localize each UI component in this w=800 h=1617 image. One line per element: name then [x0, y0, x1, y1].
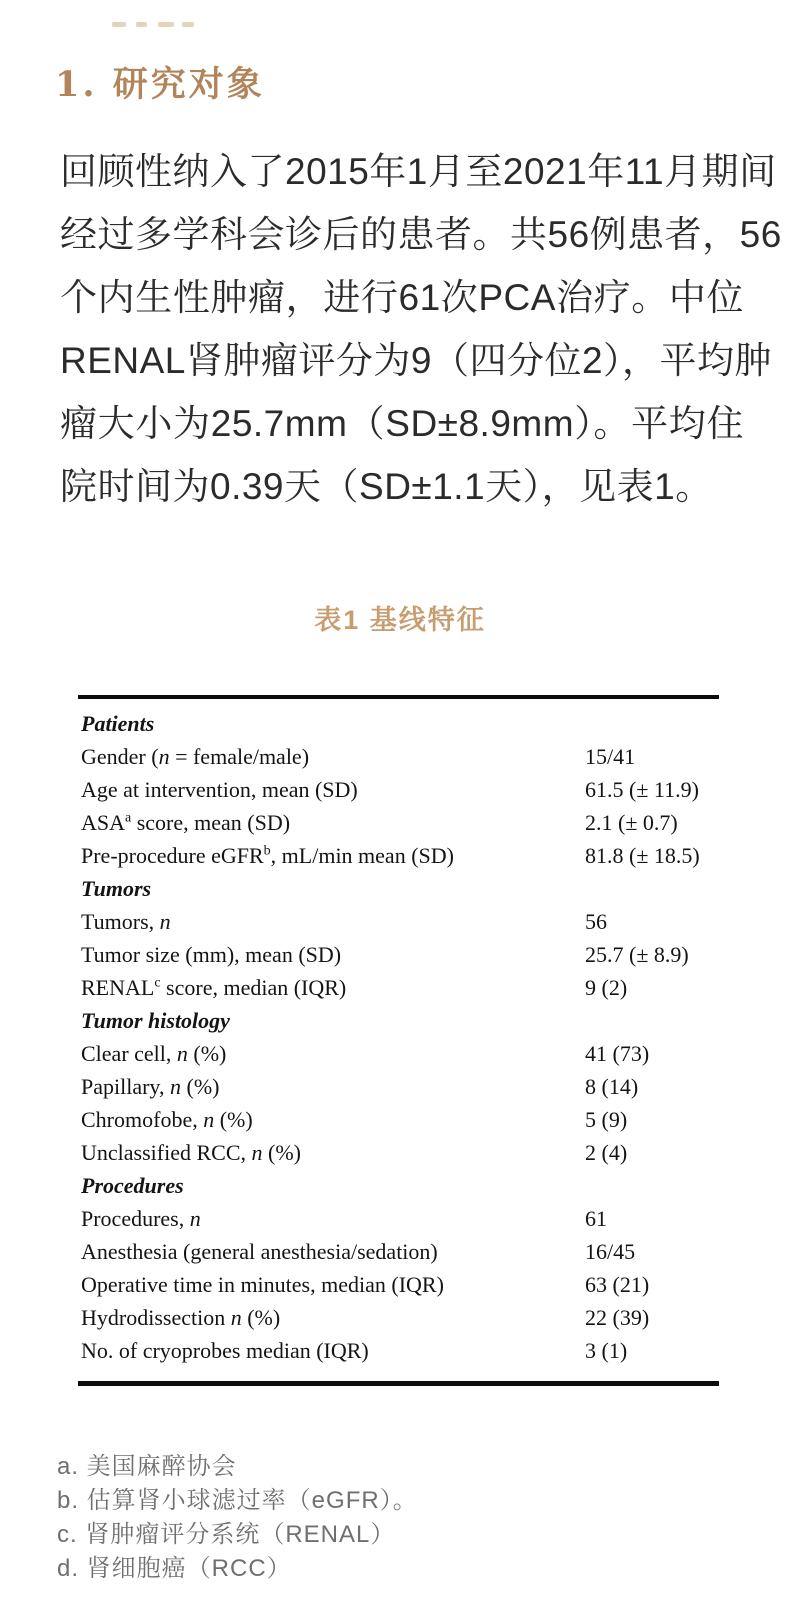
- row-label: No. of cryoprobes median (IQR): [81, 1337, 369, 1363]
- table-row: [78, 1037, 719, 1070]
- artifact-dash: [136, 22, 147, 27]
- section-heading: 1. 研究对象: [55, 64, 265, 106]
- row-value: 63 (21): [585, 1271, 650, 1297]
- row-label: Tumors: [81, 875, 152, 901]
- table-section-row: [78, 1004, 719, 1037]
- row-label: Anesthesia (general anesthesia/sedation): [81, 1238, 438, 1264]
- table-row: [78, 773, 719, 806]
- row-value: 9 (2): [585, 974, 628, 1000]
- intro-line: 个内生性肿瘤，进行61次PCA治疗。中位: [60, 277, 744, 318]
- row-value: 5 (9): [585, 1106, 628, 1132]
- row-value: 61: [585, 1205, 607, 1231]
- row-value: 15/41: [585, 743, 636, 769]
- row-label: Procedures, n: [81, 1205, 201, 1231]
- intro-line: 瘤大小为25.7mm（SD±8.9mm）。平均住: [60, 403, 744, 444]
- row-label: Tumor size (mm), mean (SD): [81, 941, 342, 967]
- row-label: Unclassified RCC, n (%): [81, 1139, 301, 1165]
- intro-line: 院时间为0.39天（SD±1.1天），见表1。: [60, 466, 713, 507]
- row-label: Procedures: [81, 1172, 184, 1198]
- row-value: 41 (73): [585, 1040, 650, 1066]
- footnote: b. 估算肾小球滤过率（eGFR）。: [57, 1487, 418, 1514]
- intro-line: RENAL肾肿瘤评分为9（四分位2），平均肿: [60, 340, 773, 381]
- row-label: Operative time in minutes, median (IQR): [81, 1271, 444, 1297]
- table-title: 表1 基线特征: [314, 605, 486, 635]
- row-label: Patients: [81, 710, 155, 736]
- artifact-dash: [182, 22, 194, 27]
- table-row: [78, 1235, 719, 1268]
- row-value: 56: [585, 908, 607, 934]
- table-row: [78, 938, 719, 971]
- intro-line: 经过多学科会诊后的患者。共56例患者，56: [60, 214, 782, 255]
- row-value: 61.5 (± 11.9): [585, 776, 699, 802]
- artifact-dash: [158, 22, 174, 27]
- row-label: RENAL$^c$ score, median (IQR): [81, 974, 347, 1000]
- row-value: 81.8 (± 18.5): [585, 842, 700, 868]
- row-value: 3 (1): [585, 1337, 628, 1363]
- table-row: [78, 806, 719, 839]
- table-row: [78, 839, 719, 872]
- cropped-glyph-artifact: [110, 22, 200, 28]
- table-row: [78, 1136, 719, 1169]
- table-row: [78, 905, 719, 938]
- row-label: Pre-procedure eGFR$^b$, mL/min mean (SD): [81, 842, 454, 868]
- row-label: ASA$^a$ score, mean (SD): [81, 809, 291, 835]
- footnote: a. 美国麻醉协会: [57, 1453, 237, 1480]
- row-value: 2 (4): [585, 1139, 628, 1165]
- table-row: [78, 1268, 719, 1301]
- baseline-table: [78, 695, 719, 1386]
- footnote: c. 肾肿瘤评分系统（RENAL）: [57, 1521, 396, 1548]
- intro-paragraph: [60, 140, 782, 518]
- table-section-row: [78, 1169, 719, 1202]
- table-row: [78, 1202, 719, 1235]
- table-section-row: [78, 707, 719, 740]
- row-label: Chromofobe, n (%): [81, 1106, 253, 1132]
- table-footnotes: [57, 1450, 418, 1586]
- row-value: 8 (14): [585, 1073, 639, 1099]
- row-label: Age at intervention, mean (SD): [81, 776, 358, 802]
- artifact-dash: [112, 22, 126, 27]
- row-value: 2.1 (± 0.7): [585, 809, 678, 835]
- table-row: [78, 1070, 719, 1103]
- row-label: Clear cell, n (%): [81, 1040, 227, 1066]
- table-row: [78, 1334, 719, 1367]
- row-label: Papillary, n (%): [81, 1073, 220, 1099]
- footnote: d. 肾细胞癌（RCC）: [57, 1555, 292, 1582]
- row-label: Tumor histology: [81, 1007, 230, 1033]
- table-row: [78, 1301, 719, 1334]
- table-section-row: [78, 872, 719, 905]
- row-value: 22 (39): [585, 1304, 650, 1330]
- table-row: [78, 1103, 719, 1136]
- row-label: Gender (n = female/male): [81, 743, 310, 769]
- table-row: [78, 971, 719, 1004]
- row-label: Hydrodissection n (%): [81, 1304, 281, 1330]
- table-row: [78, 740, 719, 773]
- row-value: 16/45: [585, 1238, 636, 1264]
- row-label: Tumors, n: [81, 908, 171, 934]
- intro-line: 回顾性纳入了2015年1月至2021年11月期间: [60, 151, 777, 192]
- row-value: 25.7 (± 8.9): [585, 941, 689, 967]
- baseline-table-body: [78, 707, 719, 1367]
